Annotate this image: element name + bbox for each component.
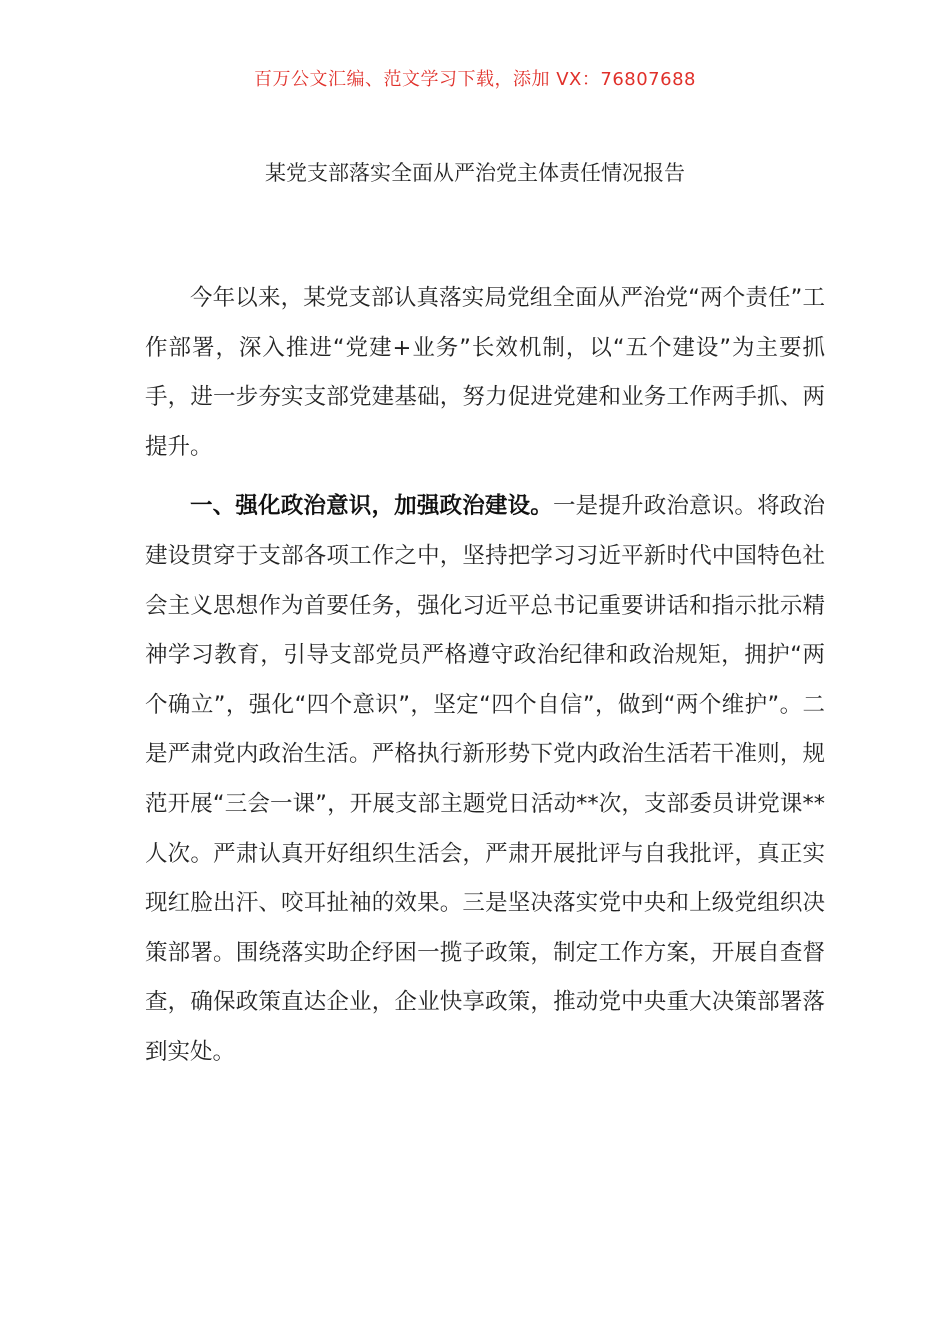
document-body: [145, 274, 825, 1088]
section-1-heading: 一、强化政治意识，加强政治建设。: [190, 493, 553, 520]
intro-paragraph: 今年以来，某党支部认真落实局党组全面从严治党“两个责任”工作部署，深入推进“党建+业务”长效机制，以“五个建设”为主要抓手，进一步夯实支部党建基础，努力促进党建和业务工作两手抓、两提升。: [145, 285, 825, 460]
section-1-body: 一是提升政治意识。将政治建设贯穿于支部各项工作之中，坚持把学习习近平新时代中国特色社会主义思想作为首要任务，强化习近平总书记重要讲话和指示批示精神学习教育，引导支部党员严格遵守政治纪律和政治规矩，拥护“两个确立”，强化“四个意识”，坚定“四个自信”，做到“两个维护”。二是严肃党内政治生活。严格执行新形势下党内政治生活若干准则，规范开展“三会一课”，开展支部主题党日活动**次，支部委员讲党课**人次。严肃认真开好组织生活会，严肃开展批评与自我批评，真正实现红脸出汗、咬耳扯袖的效果。三是坚决落实党中央和上级党组织决策部署。围绕落实助企纾困一揽子政策，制定工作方案，开展自查督查，确保政策直达企业，企业快享政策，推动党中央重大决策部署落到实处。: [145, 493, 825, 1065]
header-banner: 百万公文汇编、范文学习下载，添加 VX：76807688: [254, 69, 696, 90]
section-1-paragraph: [145, 482, 825, 1077]
document-title: 某党支部落实全面从严治党主体责任情况报告: [265, 161, 685, 185]
